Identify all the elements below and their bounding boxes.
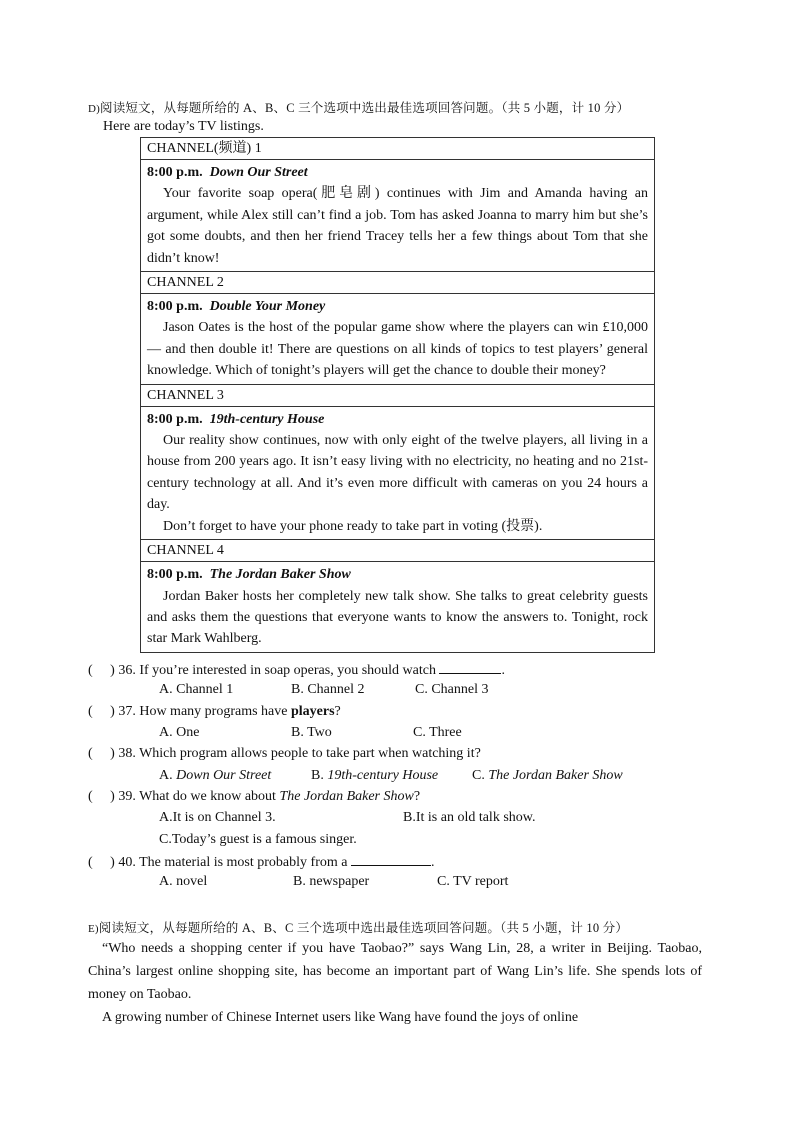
question-end: . (501, 663, 505, 678)
section-e-heading (88, 918, 628, 936)
channel-2-header: CHANNEL 2 (141, 272, 655, 294)
question-stem-italic: The Jordan Baker Show (279, 789, 414, 804)
answer-blank[interactable] (351, 853, 431, 866)
question-stem: ) 38. Which program allows people to take part when watching it? (110, 746, 481, 761)
option-c: C. Three (413, 725, 462, 740)
option-b: B. Two (291, 725, 332, 740)
channel-4-header: CHANNEL 4 (141, 540, 655, 562)
option-a: A. Channel 1 (159, 682, 234, 697)
program-description: Your favorite soap opera(肥皂剧) continues with Jim and Amanda having an argument, while Alex still can’t find a job. Tom has asked Joanna to marry him but she’s got some doubts, and then her friend Tracey tells her a few things about Tom that she didn’t know! (147, 186, 648, 266)
program-title-line (147, 162, 648, 183)
question-37 (88, 704, 341, 720)
section-d-label: D) (88, 103, 101, 115)
channel-1-header: CHANNEL(频道) 1 (141, 138, 655, 160)
section-e-label: E) (88, 923, 99, 935)
program-time: 8:00 p.m. (147, 165, 203, 180)
program-title: Down Our Street (209, 165, 308, 180)
option-a: A.It is on Channel 3. (159, 810, 276, 825)
section-e-passage (88, 937, 702, 1029)
passage-paragraph-2: A growing number of Chinese Internet users like Wang have found the joys of online (102, 1010, 579, 1025)
option-b: B. newspaper (293, 874, 370, 889)
program-description: Our reality show continues, now with only eight of the twelve players, all living in a house from 200 years ago. It isn’t easy living with no electricity, no heating and no 21st-century technology at all. And it’s even more difficult with cameras on you 24 hours a day. (147, 433, 648, 513)
program-title: 19th-century House (209, 411, 325, 427)
program-title-line (147, 409, 648, 430)
option-b: B. Channel 2 (291, 682, 365, 697)
program-title-line (147, 296, 648, 317)
program-time: 8:00 p.m. (147, 299, 203, 315)
program-description: Jason Oates is the host of the popular game show where the players can win £10,000 — and then double it! There are questions on all kinds of topics to test players’ general knowledge. Which of tonight’s players will get the chance to double their money? (147, 320, 648, 379)
section-d-instruction: 阅读短文，从每题所给的 A、B、C 三个选项中选出最佳选项回答问题。（共 5 小题，计 10 分） (100, 101, 630, 115)
question-stem: ) 36. If you’re interested in soap operas, you should watch (110, 663, 436, 678)
option-a: A. novel (159, 874, 208, 889)
program-time: 8:00 p.m. (147, 411, 203, 427)
question-end: ? (334, 704, 341, 719)
program-title: Double Your Money (209, 299, 326, 315)
channel-2-program (141, 294, 655, 385)
channel-3-program (141, 406, 655, 539)
channel-4-program (141, 562, 655, 653)
answer-bracket: ( (88, 855, 111, 870)
section-e-instruction: 阅读短文，从每题所给的 A、B、C 三个选项中选出最佳选项回答问题。（共 5 小题，计 10 分） (98, 921, 629, 935)
question-40 (88, 853, 434, 871)
question-36 (88, 661, 505, 679)
section-d-intro: Here are today’s TV listings. (103, 119, 264, 134)
program-title-line (147, 564, 648, 585)
option-a: A. Down Our Street (159, 768, 272, 783)
option-b: B. 19th-century House (311, 768, 439, 783)
program-description: Jordan Baker hosts her completely new talk show. She talks to great celebrity guests and asks them the questions that everyone wants to know the answers to. Tonight, rock star Mark Wahlberg. (147, 588, 648, 647)
option-a: A. One (159, 725, 200, 740)
question-38 (88, 746, 481, 762)
program-time: 8:00 p.m. (147, 567, 203, 583)
answer-bracket: ( (88, 789, 111, 804)
section-d-heading (88, 98, 629, 116)
option-c: C. Channel 3 (415, 682, 489, 697)
question-39 (88, 789, 420, 805)
answer-bracket: ( (88, 663, 111, 678)
question-stem: ) 40. The material is most probably from a (110, 855, 348, 870)
answer-bracket: ( (88, 704, 111, 719)
passage-paragraph-1: “Who needs a shopping center if you have Taobao?” says Wang Lin, 28, a writer in Beijing. Taobao, China’s largest online shopping site, has become an important part of Wang Lin’s life. She spends lots of money on Taobao. (88, 941, 702, 1002)
option-c: C.Today’s guest is a famous singer. (159, 832, 357, 847)
question-stem-bold: players (290, 704, 335, 719)
question-stem: ) 39. What do we know about (110, 789, 276, 804)
question-stem: ) 37. How many programs have (110, 704, 288, 719)
question-end: ? (413, 789, 421, 804)
answer-bracket: ( (88, 746, 111, 761)
channel-3-header: CHANNEL 3 (141, 384, 655, 406)
option-c: C. The Jordan Baker Show (472, 768, 623, 783)
tv-listings-table (140, 137, 655, 653)
question-end: . (430, 855, 435, 870)
program-title: The Jordan Baker Show (209, 567, 351, 583)
answer-blank[interactable] (439, 661, 501, 674)
option-b: B.It is an old talk show. (403, 810, 536, 825)
program-description-note: Don’t forget to have your phone ready to take part in voting (投票). (163, 518, 543, 534)
channel-1-program (141, 160, 655, 272)
option-c: C. TV report (437, 874, 509, 889)
